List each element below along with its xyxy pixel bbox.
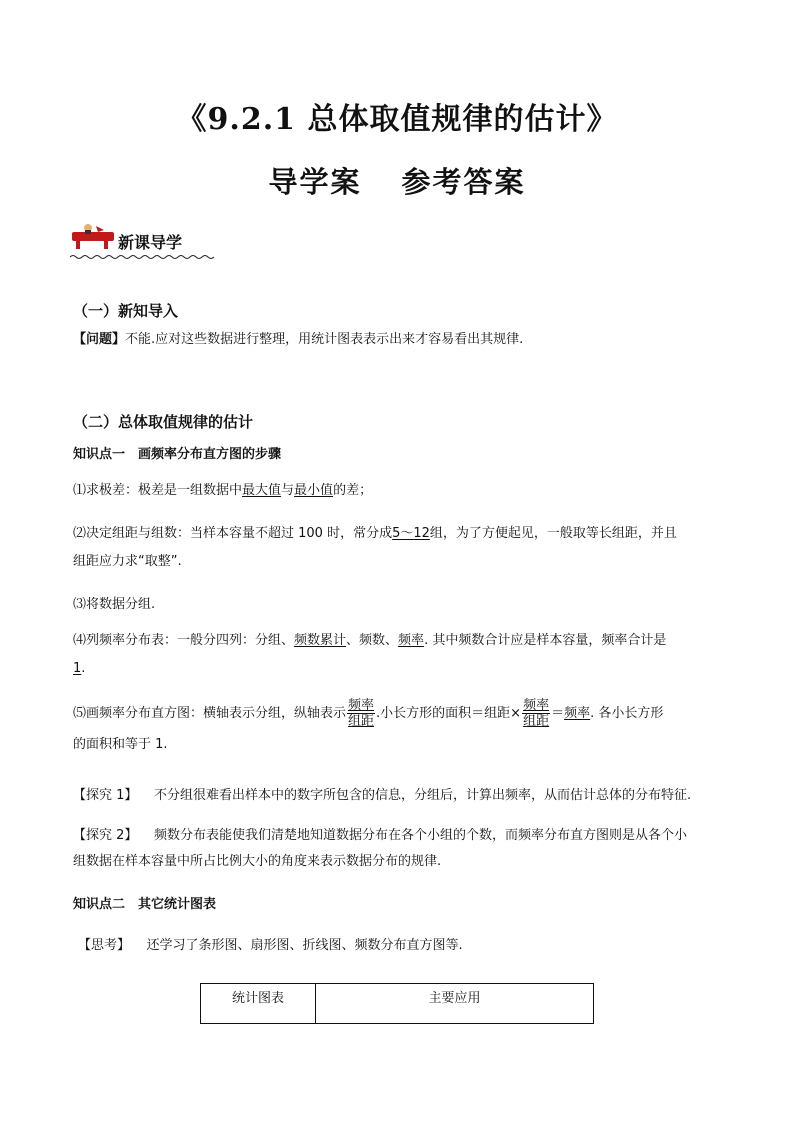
subtitle-right: 参考答案 [401,165,526,199]
section-banner [70,220,220,260]
underlined-frequency: 频率 [398,633,425,648]
explore-1-tag: 【探究 1】 [73,788,138,803]
fraction-freq-over-width-2: $\frac{\text{频率}}{\text{组距}}$ [523,698,550,729]
explore-2: 【探究 2】 频数分布表能使我们清楚地知道数据分布在各个小组的个数，而频率分布直方图则是从各个小 组数据在样本容量中所占比例大小的角度来表示数据分布的规律. [73,828,687,869]
step-1: ⑴求极差：极差是一组数据中最大值与最小值的差； [73,483,373,498]
underlined-group-count: 5～12 [392,526,430,541]
step-2: ⑵决定组距与组数：当样本容量不超过 100 时，常分成5～12组，为了方便起见，一般取等长组距，并且 组距应力求“取整”. [73,526,677,569]
table-row [201,984,594,1024]
stat-chart-table [200,983,594,1024]
document-subtitle [0,160,794,201]
fraction-freq-over-width: $\frac{\text{频率}}{\text{组距}}$ [348,698,375,729]
table-header-chart: 统计图表 [201,984,316,1024]
underlined-max: 最大值 [242,483,282,498]
question-paragraph [73,330,523,350]
think-paragraph: 【思考】 还学习了条形图、扇形图、折线图、频数分布直方图等. [78,938,463,953]
question-text: 不能.应对这些数据进行整理，用统计图表表示出来才容易看出其规律. [125,332,524,347]
step-5: ⑸画频率分布直方图：横轴表示分组，纵轴表示 $\frac{\text{频率}}{\text{组距}}$ .小长方形的面积＝组距× $\frac{\text{频率}}{\text{组距}}$ ＝频率. 各小长方形 的面积和等于 1. [73,698,664,752]
mascot-icon [70,222,116,252]
banner-label: 新课导学 [118,233,183,252]
underlined-min: 最小值 [294,483,334,498]
subtitle-left: 导学案 [268,165,362,199]
step-3: ⑶将数据分组. [73,597,156,612]
section1-heading: （一）新知导入 [73,302,179,320]
question-tag: 【问题】 [73,332,126,347]
knowledge-point-1: 知识点一 画频率分布直方图的步骤 [73,447,282,462]
think-tag: 【思考】 [78,938,131,953]
knowledge-point-2: 知识点二 其它统计图表 [73,897,217,912]
step-4: ⑷列频率分布表：一般分四列：分组、频数累计、频数、频率. 其中频数合计应是样本容量，频率合计是 1. [73,633,667,676]
document-title: 《9.2.1 总体取值规律的估计》 [176,102,618,137]
banner-wavy-underline [70,254,220,260]
underlined-one: 1 [73,661,82,676]
explore-1: 【探究 1】 不分组很难看出样本中的数字所包含的信息，分组后，计算出频率，从而估计总体的分布特征. [73,788,692,803]
underlined-frequency-2: 频率 [564,706,591,721]
section2-heading: （二）总体取值规律的估计 [73,413,254,431]
underlined-freq-cumulative: 频数累计 [294,633,347,648]
explore-2-tag: 【探究 2】 [73,828,138,843]
table-header-usage: 主要应用 [316,984,594,1024]
